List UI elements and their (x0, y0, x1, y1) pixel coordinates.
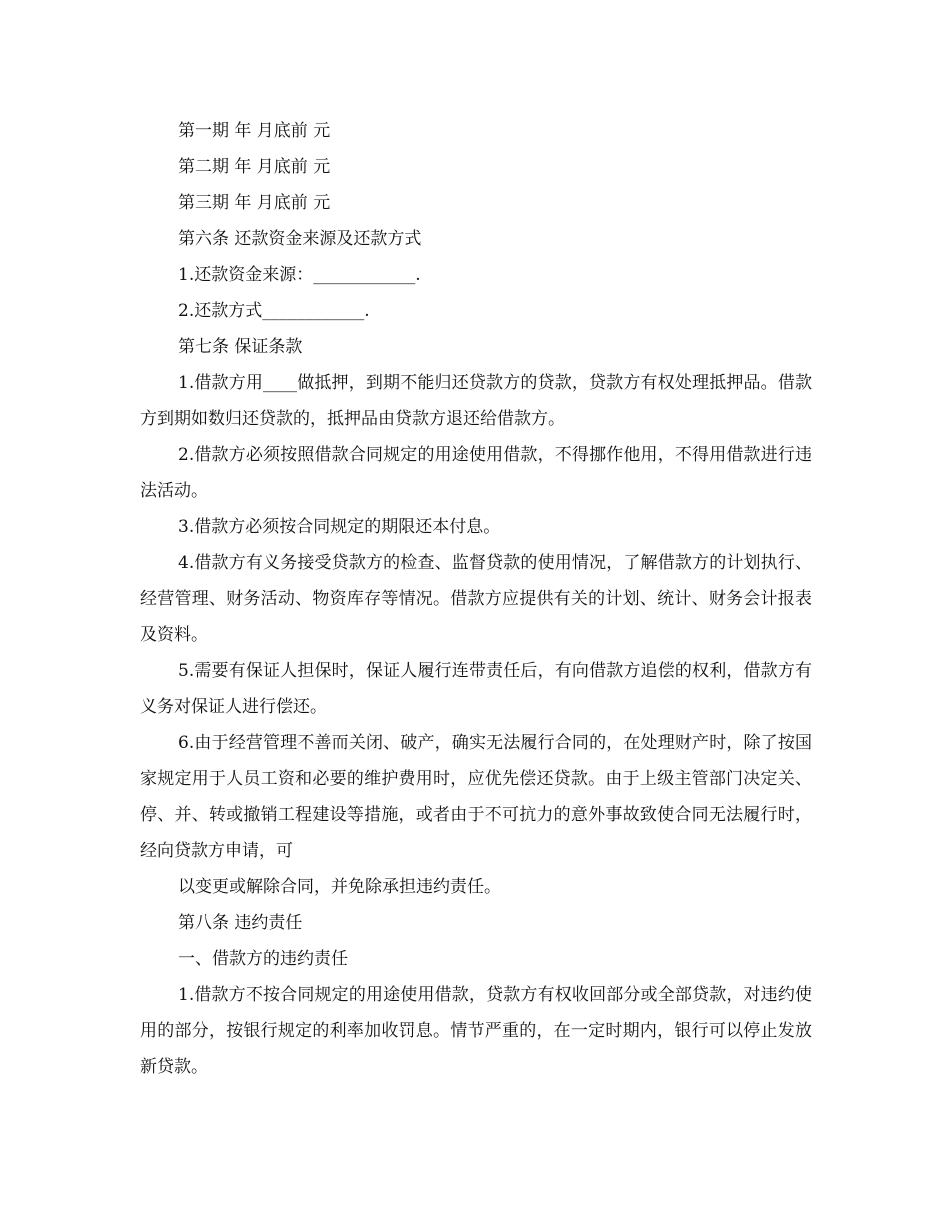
article-7-item-6: 6.由于经营管理不善而关闭、破产，确实无法履行合同的，在处理财产时，除了按国家规定用于人员工资和必要的维护费用时，应优先偿还贷款。由于上级主管部门决定关、停、并、转或撤销工程建设等措施，或者由于不可抗力的意外事故致使合同无法履行时，经向贷款方申请，可 (140, 733, 812, 861)
article-8-heading: 第八条 违约责任 (178, 913, 303, 933)
borrower-liability-item-1: 1.借款方不按合同规定的用途使用借款，贷款方有权收回部分或全部贷款，对违约使用的部分，按银行规定的利率加收罚息。情节严重的，在一定时期内，银行可以停止发放新贷款。 (140, 985, 812, 1077)
document-body (140, 113, 812, 1085)
article-7-item-4: 4.借款方有义务接受贷款方的检查、监督贷款的使用情况，了解借款方的计划执行、经营管理、财务活动、物资库存等情况。借款方应提供有关的计划、统计、财务会计报表及资料。 (140, 553, 812, 645)
borrower-liability-heading: 一、借款方的违约责任 (178, 949, 348, 969)
article-7-heading: 第七条 保证条款 (178, 337, 303, 357)
article-6-item-1: 1.还款资金来源：____________. (178, 265, 421, 285)
article-7-item-6-continuation: 以变更或解除合同，并免除承担违约责任。 (178, 877, 501, 897)
article-7-item-3: 3.借款方必须按合同规定的期限还本付息。 (178, 517, 501, 537)
article-7-item-5: 5.需要有保证人担保时，保证人履行连带责任后，有向借款方追偿的权利，借款方有义务对保证人进行偿还。 (140, 661, 812, 717)
article-6-heading: 第六条 还款资金来源及还款方式 (178, 229, 422, 249)
article-6-item-2: 2.还款方式____________. (178, 301, 370, 321)
article-7-item-1: 1.借款方用____做抵押，到期不能归还贷款方的贷款，贷款方有权处理抵押品。借款方到期如数归还贷款的，抵押品由贷款方退还给借款方。 (140, 373, 812, 429)
installment-1: 第一期 年 月底前 元 (178, 121, 331, 141)
article-7-item-2: 2.借款方必须按照借款合同规定的用途使用借款，不得挪作他用，不得用借款进行违法活动。 (140, 445, 812, 501)
installment-2: 第二期 年 月底前 元 (178, 157, 331, 177)
installment-3: 第三期 年 月底前 元 (178, 193, 331, 213)
